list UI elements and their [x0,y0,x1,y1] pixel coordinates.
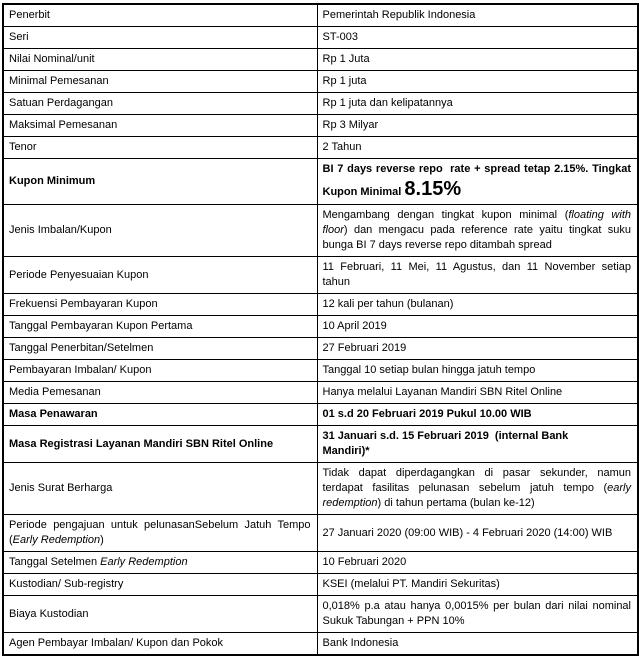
term-label-cell [3,382,317,404]
text-segment: Pemerintah Republik Indonesia [322,9,476,21]
text-segment: Pembayaran Imbalan/ Kupon [9,364,152,376]
table-row [3,426,638,463]
text-segment: Tenor [9,141,37,153]
term-value-cell [317,257,638,294]
text-segment: ) di tahun pertama (bulan ke-12) [377,497,535,509]
term-value-cell [317,93,638,115]
table-row [3,596,638,633]
text-segment: Tanggal Setelmen [9,556,101,568]
text-segment: 8.15% [404,178,462,200]
table-row [3,404,638,426]
text-segment: Tidak dapat diperdagangkan di pasar sekunder, namun terdapat fasilitas pelunasan sebelum jatuh tempo ( [322,467,631,494]
text-segment: KSEI (melalui PT. Mandiri Sekuritas) [322,578,500,590]
text-segment: BI 7 days reverse repo rate + spread tetap 2.15%. Tingkat Kupon Minimal [322,163,631,198]
text-segment: Bank Indonesia [322,637,399,649]
text-segment: early redemption [322,482,631,509]
text-segment: Minimal Pemesanan [9,75,109,87]
bond-terms-table [2,3,639,656]
text-segment: 12 kali per tahun (bulanan) [322,298,454,310]
term-label-cell [3,360,317,382]
text-segment: Tanggal Pembayaran Kupon Pertama [9,320,193,332]
text-segment: Masa Registrasi Layanan Mandiri SBN Ritel Online [9,437,274,450]
table-row [3,382,638,404]
text-segment: Agen Pembayar Imbalan/ Kupon dan Pokok [9,637,224,649]
table-body [3,4,638,655]
term-value-cell [317,382,638,404]
term-label-cell [3,463,317,515]
text-segment: ST-003 [322,31,358,43]
term-label-cell [3,205,317,257]
text-segment: Penerbit [9,9,50,21]
term-label-cell [3,596,317,633]
text-segment: Mandiri)* [322,445,370,457]
term-label-cell [3,49,317,71]
text-segment: Rp 1 juta [322,75,367,87]
term-label-cell [3,257,317,294]
text-segment: Jenis Imbalan/Kupon [9,224,112,236]
text-segment: Tanggal 10 setiap bulan hingga jatuh tempo [322,364,536,376]
term-value-cell [317,205,638,257]
term-label-cell [3,71,317,93]
term-label-cell [3,338,317,360]
table-row [3,93,638,115]
term-value-cell [317,515,638,552]
text-segment: Rp 3 Milyar [322,119,379,131]
term-value-cell [317,404,638,426]
text-segment: 11 Februari, 11 Mei, 11 Agustus, dan 11 November setiap tahun [322,261,631,288]
text-segment: 10 April 2019 [322,320,387,332]
table-row [3,463,638,515]
text-segment: 0,018% p.a atau hanya 0,0015% per bulan dari nilai nominal Sukuk Tabungan + PPN 10% [322,600,631,627]
text-segment: Rp 1 juta dan kelipatannya [322,97,453,109]
table-row [3,515,638,552]
term-value-cell [317,552,638,574]
term-label-cell [3,552,317,574]
table-row [3,205,638,257]
text-segment: Early Redemption [12,534,101,546]
term-value-cell [317,360,638,382]
table-row [3,137,638,159]
term-value-cell [317,338,638,360]
term-label-cell [3,115,317,137]
text-segment: Periode pengajuan untuk pelunasanSebelum Jatuh Tempo ( [9,519,311,546]
text-segment: Periode Penyesuaian Kupon [9,268,149,281]
text-segment: 31 Januari s.d. 15 Februari 2019 (internal Bank [322,430,569,442]
text-segment: 10 Februari 2020 [322,556,407,568]
term-label-cell [3,4,317,27]
table-row [3,159,638,205]
term-label-cell [3,316,317,338]
term-label-cell [3,633,317,656]
term-value-cell [317,426,638,463]
text-segment: Kustodian/ Sub-registry [9,578,124,590]
term-value-cell [317,159,638,205]
text-segment: Tanggal Penerbitan/Setelmen [9,342,154,354]
text-segment: 27 Februari 2019 [322,342,407,354]
text-segment: ) [100,534,104,546]
term-value-cell [317,574,638,596]
table-row [3,574,638,596]
table-row [3,338,638,360]
text-segment: Satuan Perdagangan [9,97,113,109]
text-segment: Masa Penawaran [9,408,98,420]
text-segment: Rp 1 Juta [322,53,370,65]
term-label-cell [3,93,317,115]
term-value-cell [317,4,638,27]
term-value-cell [317,294,638,316]
term-value-cell [317,137,638,159]
text-segment: Seri [9,31,29,43]
table-row [3,71,638,93]
text-segment: 27 Januari 2020 (09:00 WIB) - 4 Februari 2020 (14:00) WIB [322,526,613,539]
table-row [3,4,638,27]
text-segment: Maksimal Pemesanan [9,119,118,131]
term-label-cell [3,404,317,426]
term-value-cell [317,27,638,49]
table-row [3,316,638,338]
table-row [3,633,638,656]
term-label-cell [3,294,317,316]
text-segment: Media Pemesanan [9,386,101,398]
table-row [3,294,638,316]
term-label-cell [3,27,317,49]
text-segment: Hanya melalui Layanan Mandiri SBN Ritel Online [322,386,563,398]
term-label-cell [3,574,317,596]
term-label-cell [3,426,317,463]
term-value-cell [317,71,638,93]
text-segment: Jenis Surat Berharga [9,482,113,494]
text-segment: 2 Tahun [322,141,362,153]
term-value-cell [317,596,638,633]
table-row [3,360,638,382]
term-value-cell [317,633,638,656]
text-segment: 01 s.d 20 Februari 2019 Pukul 10.00 WIB [322,408,532,420]
term-label-cell [3,159,317,205]
text-segment: Nilai Nominal/unit [9,53,95,65]
text-segment: ) dan mengacu pada reference rate yaitu tingkat suku bunga BI 7 days reverse repo ditambah spread [322,224,631,251]
table-row [3,115,638,137]
text-segment: floating with floor [322,209,631,236]
table-row [3,49,638,71]
table-row [3,257,638,294]
text-segment: Frekuensi Pembayaran Kupon [9,298,158,310]
table-row [3,27,638,49]
term-label-cell [3,137,317,159]
text-segment: Biaya Kustodian [9,607,89,620]
table-row [3,552,638,574]
term-value-cell [317,316,638,338]
term-value-cell [317,49,638,71]
term-label-cell [3,515,317,552]
text-segment: Kupon Minimum [9,175,96,187]
term-value-cell [317,115,638,137]
term-value-cell [317,463,638,515]
text-segment: Early Redemption [100,556,188,568]
text-segment: Mengambang dengan tingkat kupon minimal ( [322,209,569,221]
